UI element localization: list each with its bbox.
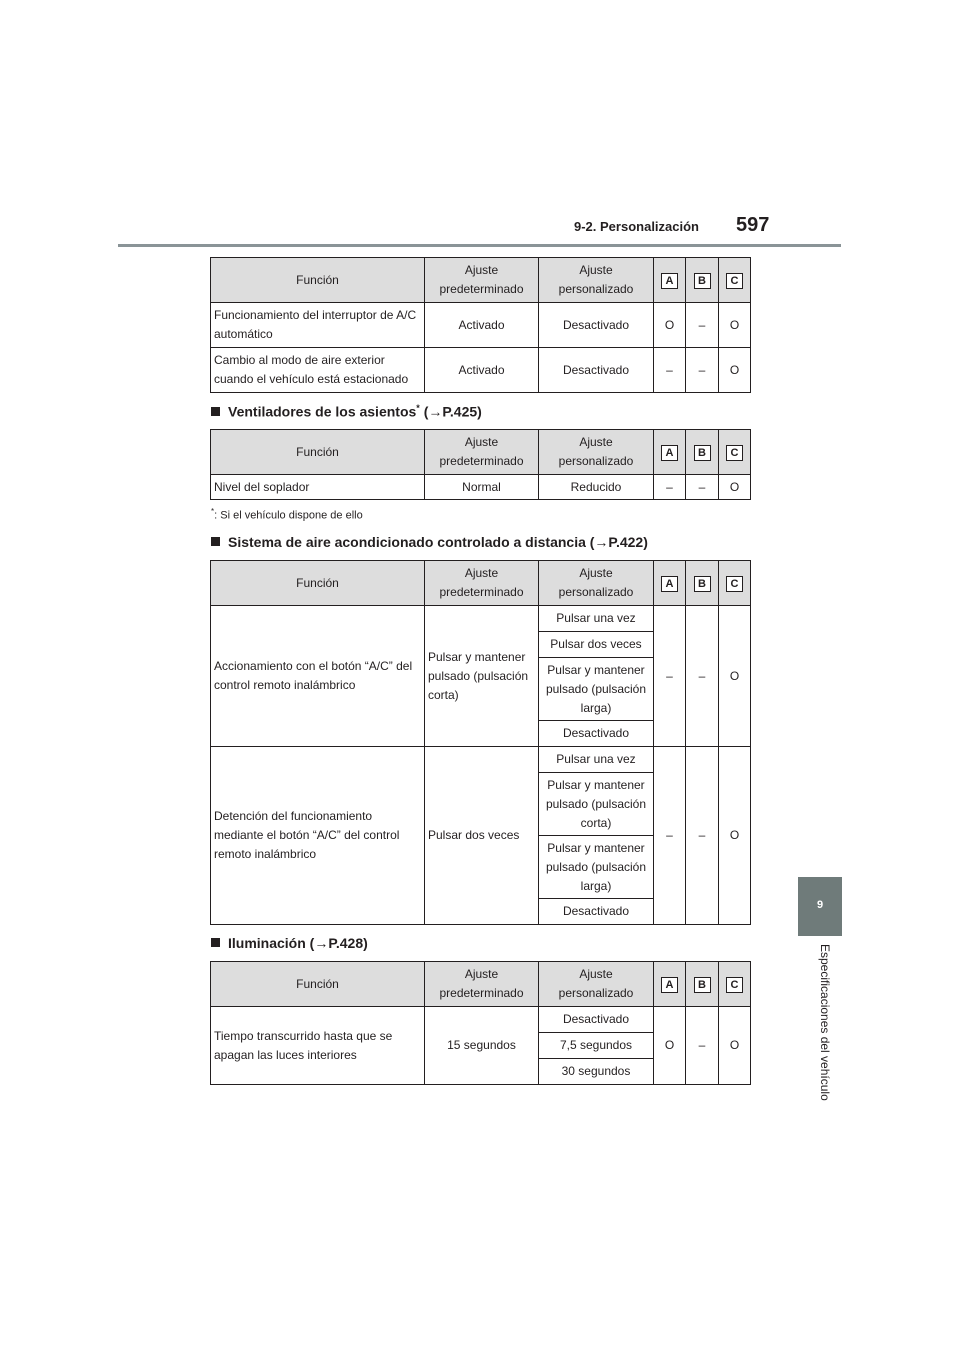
cell-pred: Normal — [425, 475, 539, 500]
header-ajuste-personalizado: Ajuste personalizado — [539, 430, 654, 475]
header-ajuste-personalizado: Ajuste personalizado — [539, 561, 654, 606]
cell-c: O — [719, 348, 751, 393]
cell-c: O — [719, 747, 751, 925]
table-header-row — [211, 561, 751, 606]
heading-seats-ref: (→P.425) — [419, 403, 482, 420]
cell-a: O — [654, 303, 686, 348]
cell-pers: 30 segundos — [539, 1059, 654, 1085]
header-rule — [118, 244, 841, 247]
section-heading-lighting — [211, 935, 368, 951]
table-row — [211, 606, 751, 632]
ac-settings-table — [210, 257, 751, 393]
cell-pred: Activado — [425, 348, 539, 393]
cell-funcion: Cambio al modo de aire exterior cuando el vehículo está estacionado — [211, 348, 425, 393]
cell-funcion: Nivel del soplador — [211, 475, 425, 500]
cell-b: – — [686, 747, 719, 925]
seat-fan-table — [210, 429, 751, 500]
table-row — [211, 747, 751, 773]
chapter-tab-number: 9 — [816, 899, 824, 911]
header-funcion: Función — [211, 258, 425, 303]
cell-funcion: Detención del funcionamiento mediante el botón “A/C” del control remoto inalámbrico — [211, 747, 425, 925]
cell-pred: 15 segundos — [425, 1007, 539, 1085]
cell-pers: Pulsar una vez — [539, 747, 654, 773]
cell-b: – — [686, 606, 719, 747]
chapter-tab — [798, 877, 842, 936]
header-ajuste-personalizado: Ajuste personalizado — [539, 258, 654, 303]
cell-a: – — [654, 606, 686, 747]
bullet-square-icon — [211, 938, 220, 947]
heading-seats-title: Ventiladores de los asientos — [228, 403, 417, 420]
header-c: C — [726, 445, 743, 461]
cell-a: – — [654, 747, 686, 925]
table-row — [211, 348, 751, 393]
table-row — [211, 475, 751, 500]
section-heading-seats — [211, 403, 482, 420]
header-funcion: Función — [211, 561, 425, 606]
header-a: A — [661, 576, 678, 592]
cell-pred: Activado — [425, 303, 539, 348]
cell-a: – — [654, 348, 686, 393]
cell-b: – — [686, 1007, 719, 1085]
cell-a: O — [654, 1007, 686, 1085]
heading-remote-title: Sistema de aire acondicionado controlado a distancia (→P.422) — [228, 534, 648, 550]
cell-pers: Desactivado — [539, 348, 654, 393]
footnote-mark: * — [211, 507, 215, 516]
cell-pers: Pulsar una vez — [539, 606, 654, 632]
lighting-table — [210, 961, 751, 1085]
header-funcion: Función — [211, 430, 425, 475]
header-a: A — [661, 273, 678, 289]
footnote — [211, 507, 363, 522]
cell-pers: Pulsar y mantener pulsado (pulsación larga) — [539, 658, 654, 721]
cell-c: O — [719, 606, 751, 747]
cell-pers: Desactivado — [539, 721, 654, 747]
header-b: B — [694, 977, 711, 993]
cell-c: O — [719, 303, 751, 348]
cell-a: – — [654, 475, 686, 500]
header-c: C — [726, 273, 743, 289]
cell-pers: Desactivado — [539, 303, 654, 348]
cell-pers: Desactivado — [539, 1007, 654, 1033]
table-row — [211, 303, 751, 348]
cell-pers: Pulsar y mantener pulsado (pulsación corta) — [539, 773, 654, 836]
cell-pers: 7,5 segundos — [539, 1033, 654, 1059]
table-row — [211, 1007, 751, 1033]
cell-pers: Desactivado — [539, 899, 654, 925]
header-c: C — [726, 576, 743, 592]
header-b: B — [694, 445, 711, 461]
header-funcion: Función — [211, 962, 425, 1007]
header-ajuste-personalizado: Ajuste personalizado — [539, 962, 654, 1007]
bullet-square-icon — [211, 537, 220, 546]
header-b: B — [694, 273, 711, 289]
table-header-row — [211, 430, 751, 475]
chapter-tab-label: Especificaciones del vehículo — [818, 944, 832, 1101]
cell-pers: Pulsar y mantener pulsado (pulsación larga) — [539, 836, 654, 899]
cell-pred: Pulsar dos veces — [425, 747, 539, 925]
section-heading-remote — [211, 534, 648, 550]
remote-ac-table — [210, 560, 751, 925]
cell-b: – — [686, 348, 719, 393]
header-ajuste-predeterminado: Ajuste predeterminado — [425, 430, 539, 475]
header-c: C — [726, 977, 743, 993]
header-a: A — [661, 977, 678, 993]
cell-b: – — [686, 303, 719, 348]
heading-seats-mark: * — [416, 403, 420, 413]
cell-pers: Pulsar dos veces — [539, 632, 654, 658]
header-a: A — [661, 445, 678, 461]
cell-funcion: Tiempo transcurrido hasta que se apagan las luces interiores — [211, 1007, 425, 1085]
header-ajuste-predeterminado: Ajuste predeterminado — [425, 962, 539, 1007]
header-ajuste-predeterminado: Ajuste predeterminado — [425, 258, 539, 303]
heading-lighting-title: Iluminación (→P.428) — [228, 935, 368, 951]
page-number: 597 — [736, 214, 770, 236]
cell-b: – — [686, 475, 719, 500]
table-header-row — [211, 258, 751, 303]
cell-pers: Reducido — [539, 475, 654, 500]
header-b: B — [694, 576, 711, 592]
header-ajuste-predeterminado: Ajuste predeterminado — [425, 561, 539, 606]
cell-c: O — [719, 1007, 751, 1085]
cell-funcion: Funcionamiento del interruptor de A/C automático — [211, 303, 425, 348]
footnote-text: : Si el vehículo dispone de ello — [214, 509, 363, 522]
bullet-square-icon — [211, 407, 220, 416]
section-header: 9-2. Personalización — [574, 219, 699, 234]
cell-funcion: Accionamiento con el botón “A/C” del control remoto inalámbrico — [211, 606, 425, 747]
table-header-row — [211, 962, 751, 1007]
cell-c: O — [719, 475, 751, 500]
cell-pred: Pulsar y mantener pulsado (pulsación corta) — [425, 606, 539, 747]
